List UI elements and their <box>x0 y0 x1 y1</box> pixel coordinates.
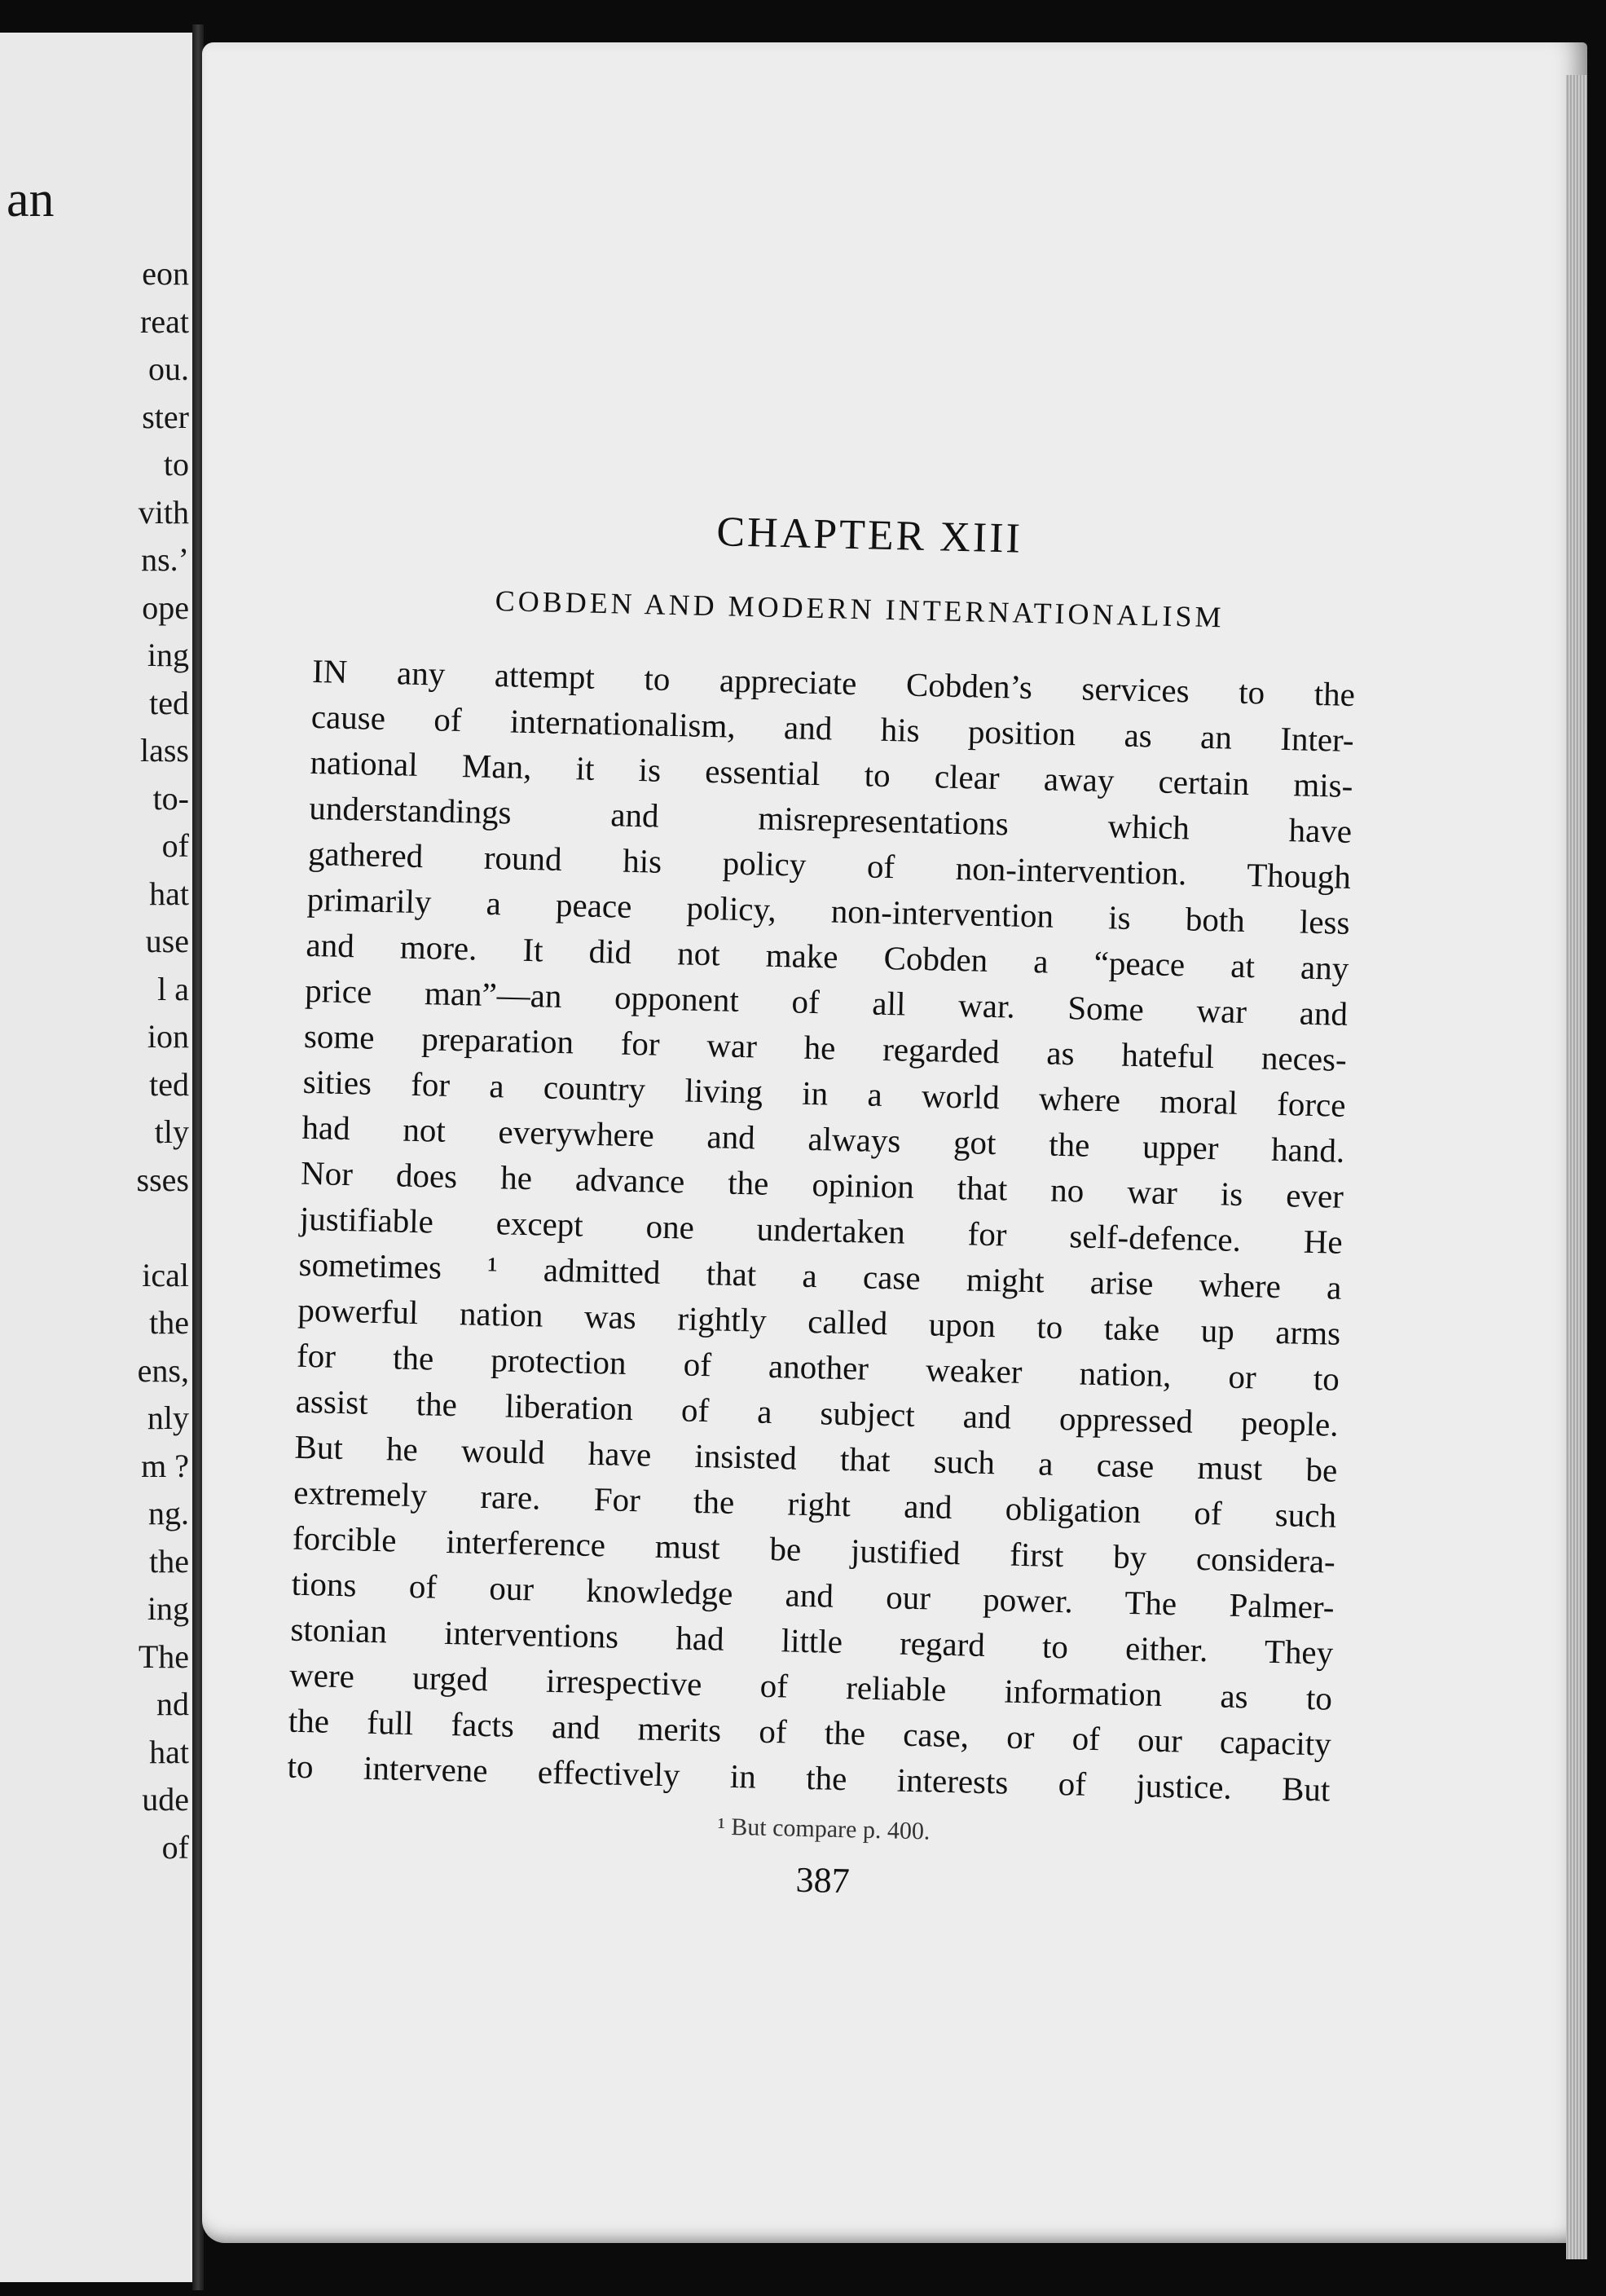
left-page-line-fragment: ens, <box>137 1351 189 1389</box>
left-page-line-fragment: ns.’ <box>141 541 189 578</box>
body-text-line: powerful nation was rightly called upon to take up arms <box>297 1290 1341 1352</box>
page-text-block <box>284 499 1358 1913</box>
body-text-line: assist the liberation of a subject and oppressed people. <box>295 1382 1340 1443</box>
body-text-line: national Man, it is essential to clear away certain mis- <box>310 743 1353 804</box>
left-page-line-fragment: ster <box>142 398 189 435</box>
body-text-line: had not everywhere and always got the upper hand. <box>301 1108 1345 1170</box>
left-page-line-fragment: l a <box>157 970 189 1007</box>
left-page-line-fragment: The <box>138 1637 189 1675</box>
body-text-line: stonian interventions had little regard to either. They <box>290 1610 1334 1672</box>
left-page-line-fragment: m ? <box>141 1447 189 1484</box>
left-page-line-fragment: the <box>149 1542 189 1580</box>
body-text-line: forcible interference must be justified first by considera- <box>292 1518 1336 1580</box>
footnote: ¹ But compare p. 400. <box>717 1813 931 1845</box>
left-page-line-fragment: hat <box>149 875 189 912</box>
body-text-line: Nor does he advance the opinion that no war is ever <box>300 1153 1344 1215</box>
page-number: 387 <box>795 1859 851 1902</box>
left-page-line-fragment: reat <box>140 302 189 340</box>
left-page-line-fragment: ing <box>147 1590 189 1627</box>
body-text-line: But he would have insisted that such a case must be <box>294 1427 1338 1489</box>
right-page <box>202 42 1587 2243</box>
left-page-line-fragment: to <box>163 446 189 483</box>
body-text-line: for the protection of another weaker nation, or to <box>296 1336 1340 1398</box>
left-page-line-fragment: of <box>161 827 189 864</box>
left-facing-page <box>0 33 196 2282</box>
chapter-body-text <box>287 648 1355 1813</box>
body-text-line: cause of internationalism, and his position as an Inter- <box>310 697 1355 759</box>
left-page-line-fragment: ing <box>147 637 189 673</box>
chapter-title: COBDEN AND MODERN INTERNATIONALISM <box>495 584 1225 634</box>
chapter-heading: CHAPTER XIII <box>715 509 1023 562</box>
left-page-line-fragment: ope <box>142 588 189 626</box>
left-page-line-fragment: sses <box>136 1161 189 1198</box>
page-edges <box>1566 75 1587 2259</box>
body-text-line: understandings and misrepresentations which have <box>308 788 1353 850</box>
body-text-line: IN any attempt to appreciate Cobden’s services to the <box>311 651 1356 713</box>
body-text-line: were urged irrespective of reliable information as to <box>288 1655 1333 1717</box>
body-text-line: tions of our knowledge and our power. The Palmer- <box>291 1564 1335 1626</box>
body-text-line: and more. It did not make Cobden a “peace at any <box>306 925 1349 987</box>
left-page-line-fragment: vith <box>138 493 189 531</box>
left-page-line-fragment: ical <box>142 1256 189 1293</box>
left-page-line-fragment: tly <box>154 1113 189 1150</box>
left-page-line-fragment: eon <box>142 255 189 292</box>
left-page-line-fragment: ng. <box>148 1495 189 1531</box>
body-text-line: price man”—an opponent of all war. Some war and <box>304 971 1349 1033</box>
left-page-line-fragment: use <box>145 923 189 959</box>
left-page-line-fragment: ion <box>147 1018 189 1055</box>
left-page-line-fragment: ted <box>149 684 189 721</box>
left-page-line-fragment: nd <box>156 1686 189 1722</box>
left-page-header-fragment: an <box>7 172 55 227</box>
left-page-line-fragment: ted <box>149 1065 189 1103</box>
body-text-line: sities for a country living in a world where moral force <box>302 1062 1346 1124</box>
body-text-line: sometimes ¹ admitted that a case might arise where a <box>298 1245 1342 1307</box>
left-page-line-fragment: lass <box>140 732 189 769</box>
left-page-line-fragment: nly <box>147 1399 189 1436</box>
body-text-line: justifiable except one undertaken for self-defence. He <box>299 1199 1344 1261</box>
body-text-line: the full facts and merits of the case, or of our capacity <box>288 1701 1332 1763</box>
left-page-line-fragment: the <box>149 1304 189 1341</box>
body-text-line: extremely rare. For the right and obligation of such <box>293 1473 1337 1535</box>
left-page-line-fragment: to- <box>152 779 189 817</box>
left-page-line-fragment: ou. <box>148 350 189 387</box>
body-text-line: some preparation for war he regarded as hateful neces- <box>303 1016 1348 1078</box>
left-page-line-fragment: hat <box>149 1733 189 1770</box>
body-text-line: primarily a peace policy, non-intervention is both less <box>306 879 1351 941</box>
body-text-line: to intervene effectively in the interests of justice. But <box>287 1747 1331 1809</box>
left-page-line-fragment: ude <box>142 1781 189 1818</box>
body-text-line: gathered round his policy of non-intervention. Though <box>307 834 1352 896</box>
left-page-line-fragment: of <box>161 1828 189 1866</box>
